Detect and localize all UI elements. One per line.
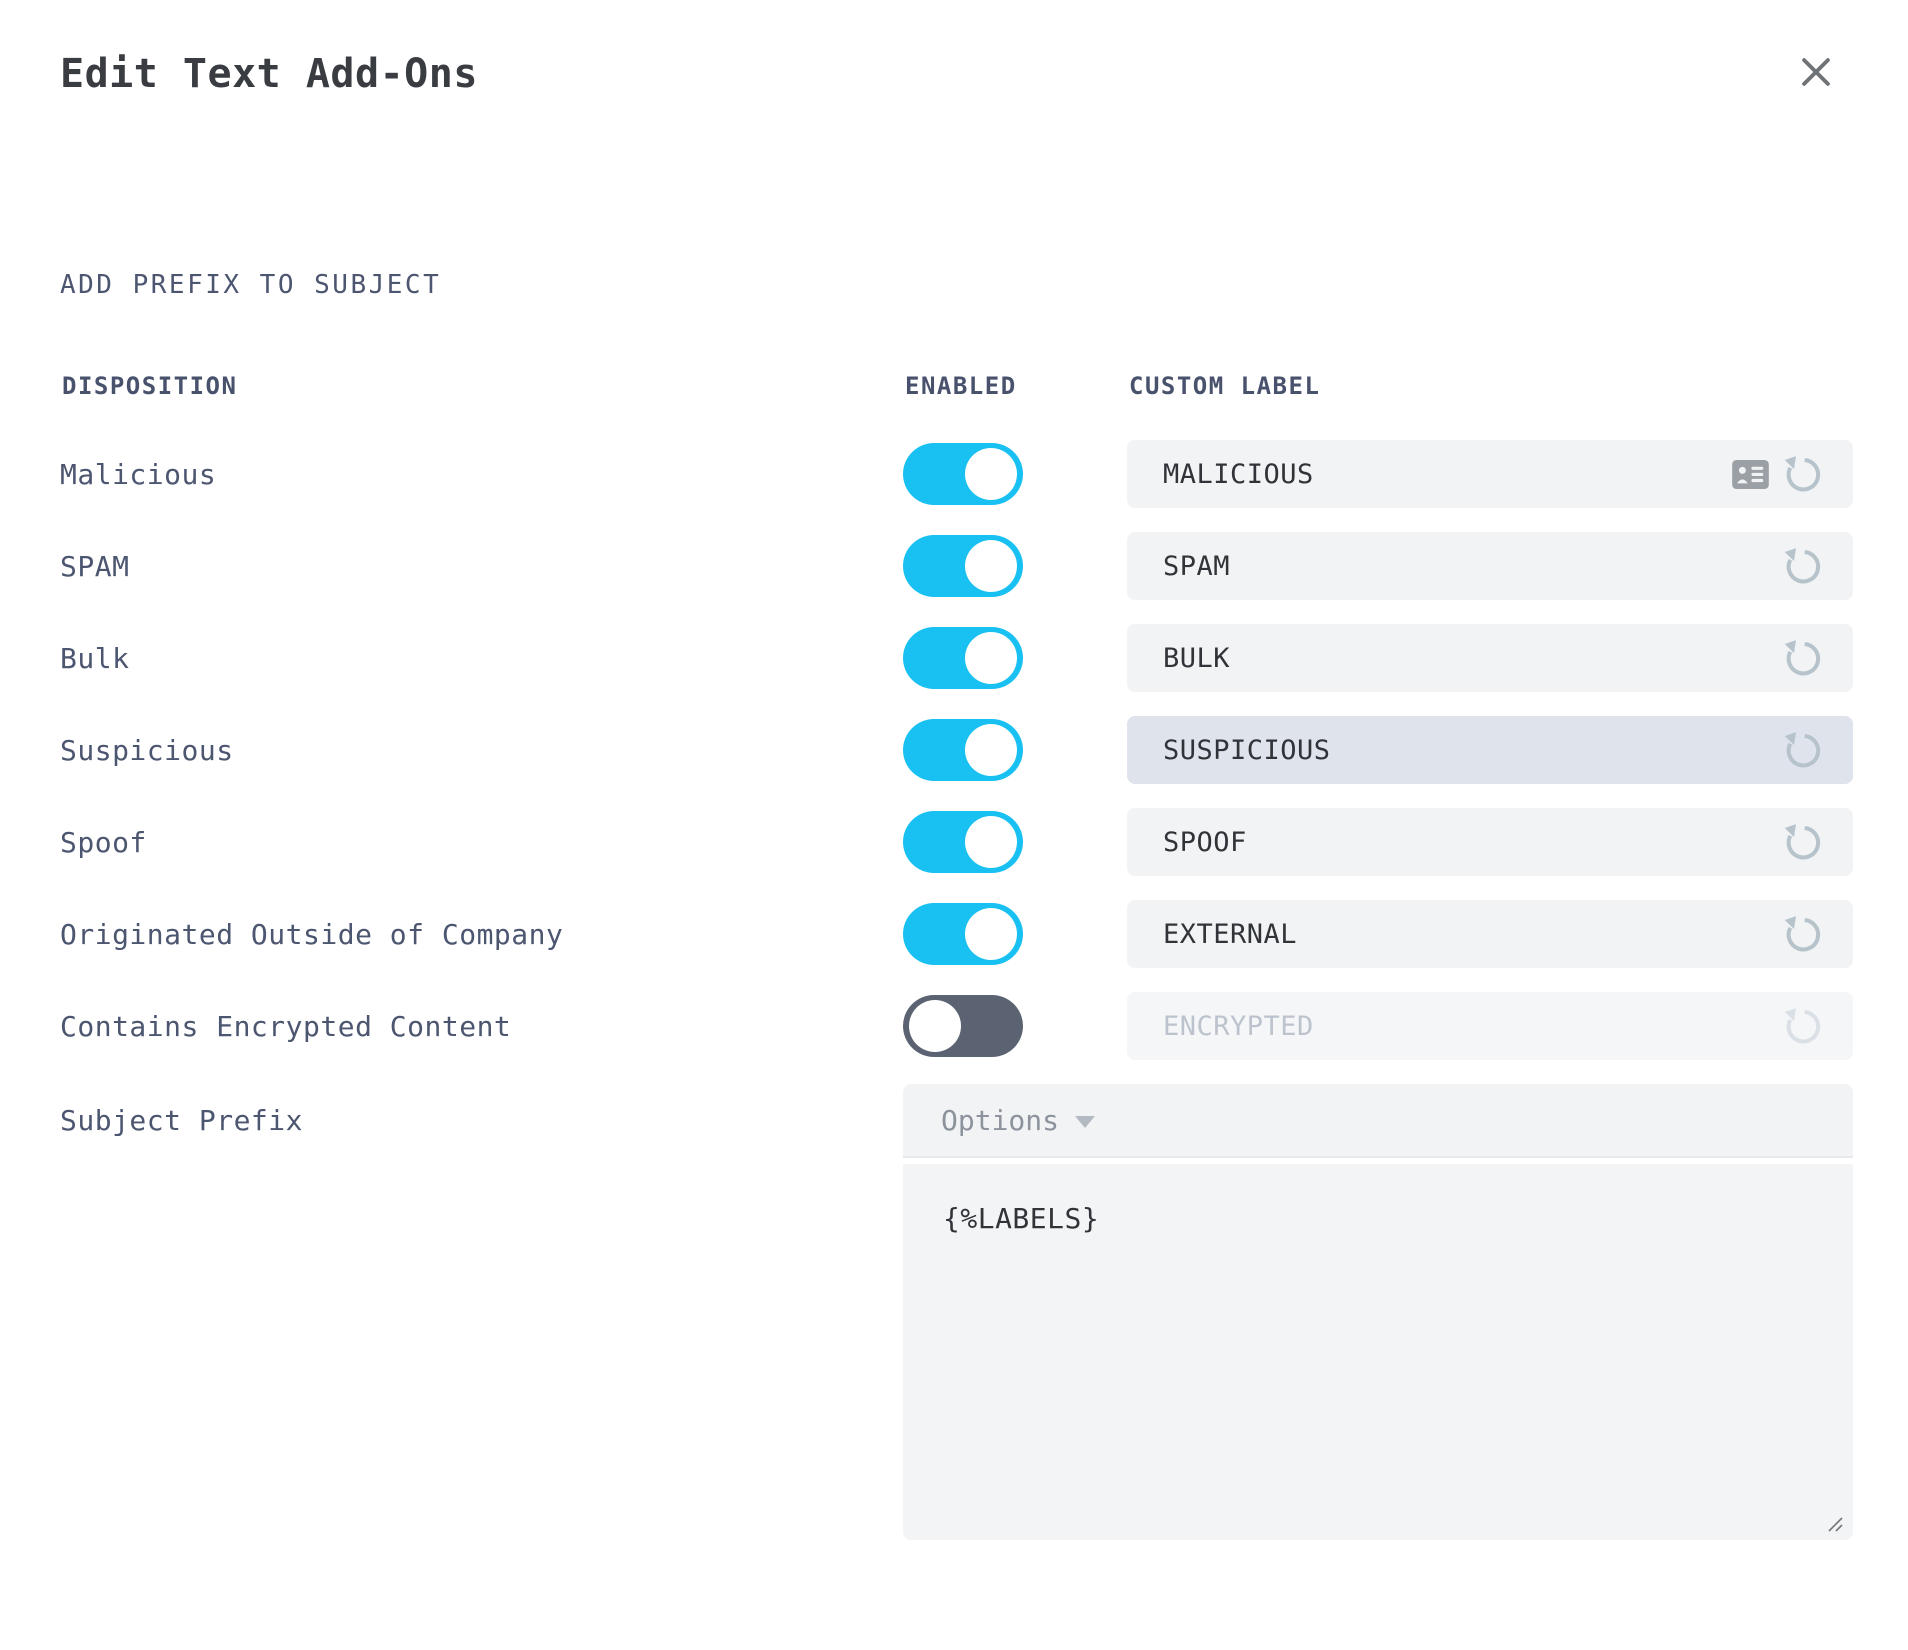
custom-label-field[interactable] [1127, 716, 1853, 784]
custom-label-value: BULK [1163, 642, 1231, 674]
enabled-toggle[interactable] [903, 903, 1023, 965]
enabled-toggle[interactable] [903, 443, 1023, 505]
disposition-label: SPAM [60, 549, 130, 583]
reset-icon [1779, 911, 1825, 957]
disposition-label: Contains Encrypted Content [60, 1009, 512, 1043]
toggle-knob [965, 908, 1017, 960]
custom-label-value: SUSPICIOUS [1163, 734, 1331, 766]
custom-label-value: ENCRYPTED [1163, 1010, 1314, 1042]
close-icon [1795, 51, 1837, 93]
chevron-down-icon [1075, 1116, 1095, 1128]
toggle-knob [965, 724, 1017, 776]
custom-label-field[interactable] [1127, 624, 1853, 692]
custom-label-field[interactable] [1127, 440, 1853, 508]
enabled-toggle[interactable] [903, 719, 1023, 781]
reset-button[interactable] [1779, 635, 1825, 681]
dialog-title: Edit Text Add-Ons [60, 51, 478, 97]
toggle-knob [909, 1000, 961, 1052]
disposition-label: Bulk [60, 641, 130, 675]
subject-prefix-value: {%LABELS} [943, 1202, 1100, 1235]
reset-icon [1779, 819, 1825, 865]
resize-handle-icon[interactable] [1823, 1512, 1845, 1534]
column-header-enabled: ENABLED [905, 372, 1017, 400]
reset-icon [1779, 727, 1825, 773]
disposition-label: Suspicious [60, 733, 234, 767]
enabled-toggle[interactable] [903, 535, 1023, 597]
disposition-label: Spoof [60, 825, 147, 859]
reset-button[interactable] [1779, 543, 1825, 589]
reset-button[interactable] [1779, 451, 1825, 497]
toggle-knob [965, 632, 1017, 684]
custom-label-value: MALICIOUS [1163, 458, 1314, 490]
column-header-custom-label: CUSTOM LABEL [1129, 372, 1321, 400]
disposition-label: Originated Outside of Company [60, 917, 564, 951]
reset-button[interactable] [1779, 819, 1825, 865]
options-dropdown-label: Options [941, 1103, 1060, 1137]
column-header-disposition: DISPOSITION [62, 372, 238, 400]
subject-prefix-label: Subject Prefix [60, 1104, 304, 1137]
reset-icon [1779, 543, 1825, 589]
close-button[interactable] [1792, 48, 1840, 96]
toggle-knob [965, 448, 1017, 500]
enabled-toggle[interactable] [903, 627, 1023, 689]
custom-label-value: SPAM [1163, 550, 1231, 582]
subject-prefix-textarea[interactable] [903, 1164, 1853, 1540]
custom-label-value: SPOOF [1163, 826, 1247, 858]
enabled-toggle[interactable] [903, 995, 1023, 1057]
enabled-toggle[interactable] [903, 811, 1023, 873]
custom-label-field[interactable] [1127, 992, 1853, 1060]
subject-prefix-row [60, 1084, 1853, 1540]
rows-container [60, 440, 1853, 1060]
toggle-knob [965, 540, 1017, 592]
section-title: ADD PREFIX TO SUBJECT [60, 270, 442, 300]
disposition-label: Malicious [60, 457, 217, 491]
custom-label-field[interactable] [1127, 808, 1853, 876]
reset-icon [1779, 451, 1825, 497]
reset-button[interactable] [1779, 727, 1825, 773]
table-header [60, 372, 1853, 400]
custom-label-value: EXTERNAL [1163, 918, 1298, 950]
reset-icon [1779, 635, 1825, 681]
contact-card-icon[interactable] [1732, 460, 1769, 489]
options-dropdown[interactable] [903, 1084, 1853, 1158]
reset-icon [1779, 1003, 1825, 1049]
custom-label-field[interactable] [1127, 532, 1853, 600]
custom-label-field[interactable] [1127, 900, 1853, 968]
reset-button[interactable] [1779, 911, 1825, 957]
reset-button[interactable] [1779, 1003, 1825, 1049]
toggle-knob [965, 816, 1017, 868]
subject-prefix-editor [903, 1084, 1853, 1540]
